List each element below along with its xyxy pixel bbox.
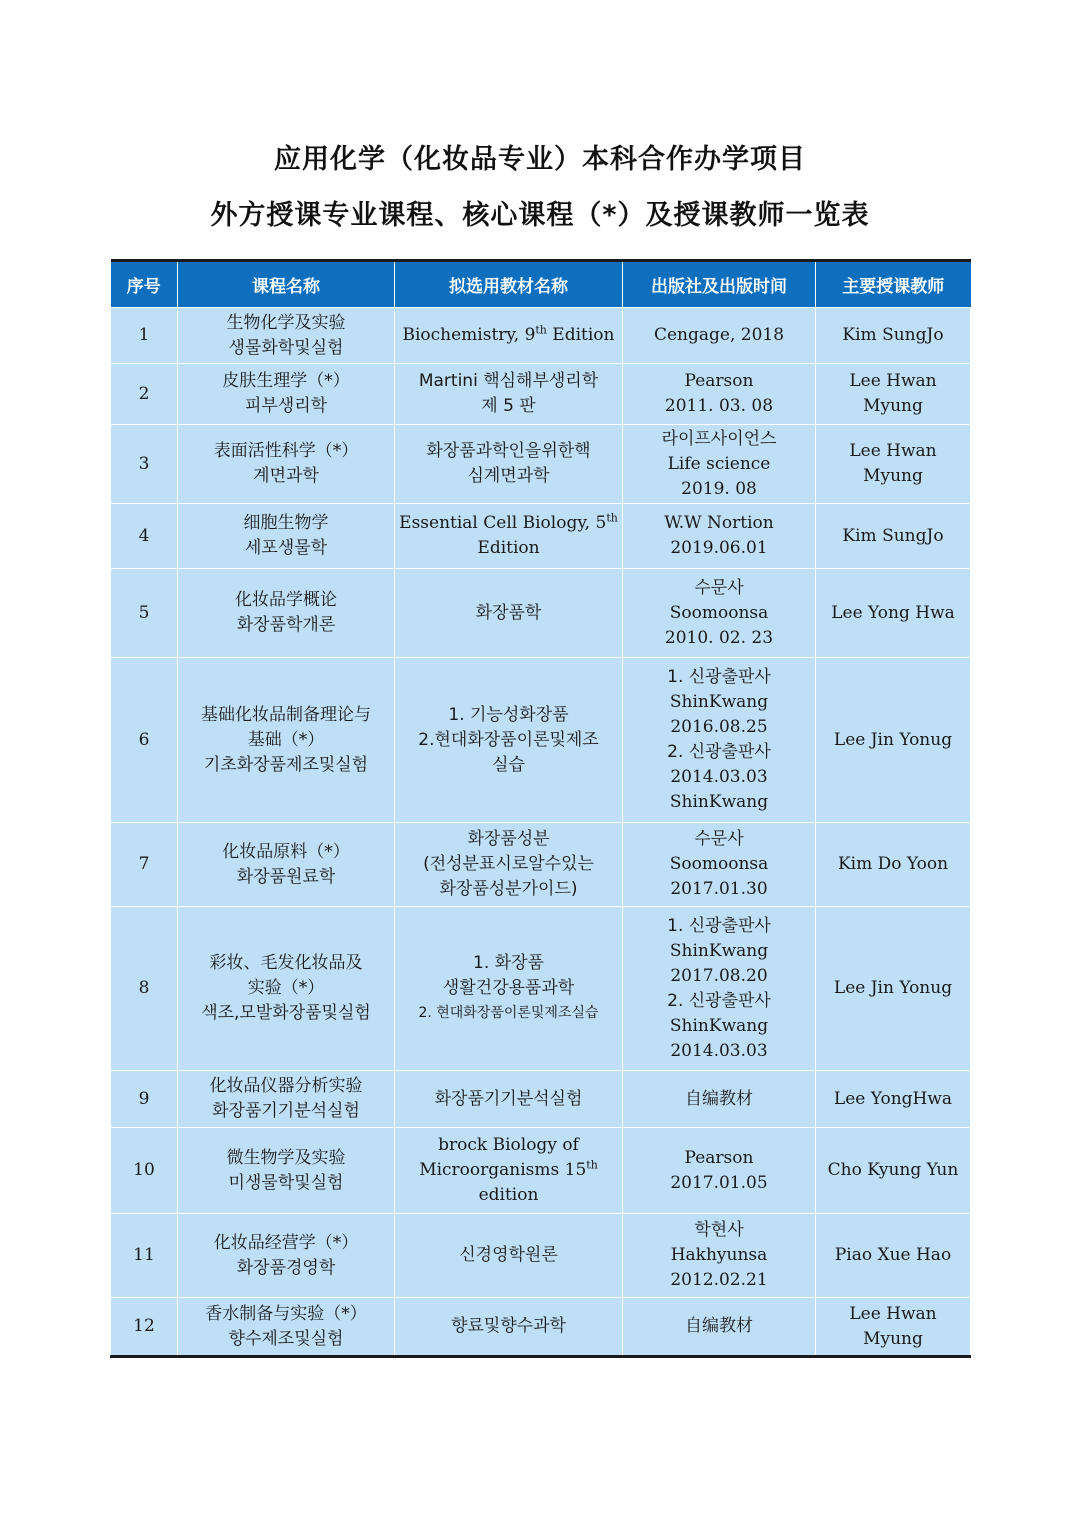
teacher-cell bbox=[816, 425, 971, 504]
course-cell bbox=[178, 364, 395, 425]
publisher-cell bbox=[623, 1071, 816, 1128]
course-name-ko: 화장품학개론 bbox=[236, 615, 336, 635]
row-number: 2 bbox=[111, 364, 178, 425]
row-number: 11 bbox=[111, 1214, 178, 1298]
course-name-ko: 기초화장품제조및실험 bbox=[203, 754, 369, 775]
teacher-cell bbox=[816, 569, 971, 658]
row-number: 9 bbox=[111, 1071, 178, 1128]
course-cell bbox=[178, 1214, 395, 1298]
teacher-cell bbox=[816, 1128, 971, 1214]
publisher-cell bbox=[623, 1298, 816, 1357]
course-name-cn: 生物化学及实验 bbox=[226, 312, 346, 333]
textbook-cell bbox=[395, 1071, 623, 1128]
header-no: 序号 bbox=[111, 261, 178, 308]
publisher-line: 1. 신광출판사 bbox=[667, 667, 771, 687]
textbook-line: Microorganisms 15 bbox=[419, 1160, 587, 1180]
table-header-row bbox=[111, 261, 971, 308]
page-subtitle: 外方授课专业课程、核心课程（*）及授课教师一览表 bbox=[210, 200, 870, 231]
teacher-cell bbox=[816, 504, 971, 569]
table-row bbox=[111, 425, 971, 504]
textbook-line: brock Biology of bbox=[438, 1135, 579, 1155]
table-row bbox=[111, 658, 971, 823]
publisher-line: 1. 신광출판사 bbox=[667, 915, 771, 936]
publisher-cell bbox=[623, 823, 816, 907]
course-name-ko: 화장품기기분석실험 bbox=[212, 1101, 360, 1121]
textbook-line: 제 5 판 bbox=[481, 396, 536, 416]
publisher-line: 2019. 08 bbox=[681, 478, 757, 499]
publisher-cell bbox=[623, 364, 816, 425]
publisher-line: ShinKwang bbox=[669, 692, 769, 712]
publisher-line: Hakhyunsa bbox=[670, 1245, 768, 1265]
publisher-line: ShinKwang bbox=[669, 792, 769, 812]
teacher-cell bbox=[816, 1214, 971, 1298]
textbook-cell bbox=[395, 1298, 623, 1357]
publisher-line: W.W Nortion bbox=[664, 513, 774, 533]
publisher-line: 학현사 bbox=[694, 1220, 744, 1240]
publisher-line: 2019.06.01 bbox=[670, 538, 768, 558]
teacher-line: Kim SungJo bbox=[842, 525, 944, 546]
textbook-line: 화장품성분가이드) bbox=[439, 879, 578, 899]
publisher-line: 2017.08.20 bbox=[670, 965, 768, 986]
table-row bbox=[111, 308, 971, 364]
page-title: 应用化学（化妆品专业）本科合作办学项目 bbox=[274, 144, 806, 175]
publisher-line: ShinKwang bbox=[669, 1015, 769, 1036]
publisher-line: Cengage, 2018 bbox=[653, 325, 785, 345]
table-row bbox=[111, 907, 971, 1071]
course-cell bbox=[178, 308, 395, 364]
textbook-line: Martini 핵심해부생리학 bbox=[418, 371, 599, 391]
teacher-line: Lee Hwan bbox=[849, 441, 937, 461]
course-name-ko: 색조,모발화장품및실험 bbox=[201, 1003, 371, 1023]
publisher-cell bbox=[623, 907, 816, 1071]
course-name-cn: 化妆品仪器分析实验 bbox=[209, 1076, 363, 1096]
textbook-cell bbox=[395, 569, 623, 658]
course-cell bbox=[178, 658, 395, 823]
course-name-cn: 基础化妆品制备理论与 bbox=[201, 704, 371, 725]
textbook-line: 화장품기기분석실험 bbox=[434, 1088, 583, 1109]
textbook-line: (전성분표시로알수있는 bbox=[423, 854, 594, 874]
textbook-line: 2. 현대화장품이론및제조실습 bbox=[418, 1005, 599, 1021]
publisher-line: 2. 신광출판사 bbox=[667, 742, 771, 762]
textbook-line: Essential Cell Biology, 5 bbox=[399, 513, 607, 533]
teacher-cell bbox=[816, 364, 971, 425]
table-row bbox=[111, 1071, 971, 1128]
row-number: 5 bbox=[111, 569, 178, 658]
teacher-cell bbox=[816, 1298, 971, 1357]
textbook-cell bbox=[395, 907, 623, 1071]
textbook-cell bbox=[395, 823, 623, 907]
publisher-line: Pearson bbox=[684, 1147, 754, 1168]
textbook-line: edition bbox=[478, 1185, 539, 1205]
publisher-line: Life science bbox=[667, 453, 771, 474]
row-number: 12 bbox=[111, 1298, 178, 1357]
course-name-cn: 实验（*） bbox=[247, 978, 325, 998]
course-name-cn: 细胞生物学 bbox=[243, 513, 329, 533]
course-name-ko: 화장품경영학 bbox=[236, 1257, 336, 1278]
publisher-cell bbox=[623, 1128, 816, 1214]
textbook-line: 생활건강용품과학 bbox=[442, 978, 575, 998]
teacher-cell bbox=[816, 823, 971, 907]
publisher-line: 2017.01.05 bbox=[670, 1172, 768, 1193]
publisher-line: 2014.03.03 bbox=[670, 767, 768, 787]
table-row bbox=[111, 1298, 971, 1357]
course-name-cn: 化妆品经营学（*） bbox=[213, 1232, 359, 1253]
textbook-line: 향료및향수과학 bbox=[451, 1316, 566, 1336]
teacher-cell bbox=[816, 1071, 971, 1128]
course-cell bbox=[178, 425, 395, 504]
course-name-cn: 微生物学及实验 bbox=[226, 1147, 346, 1168]
publisher-line: 2010. 02. 23 bbox=[664, 627, 774, 648]
table-row bbox=[111, 504, 971, 569]
textbook-line: Biochemistry, 9 bbox=[402, 325, 536, 345]
row-number: 6 bbox=[111, 658, 178, 823]
course-name-cn: 表面活性科学（*） bbox=[213, 441, 359, 461]
publisher-line: ShinKwang bbox=[669, 940, 769, 961]
textbook-line: 신경영학원론 bbox=[459, 1245, 558, 1265]
teacher-line: Lee Jin Yonug bbox=[833, 978, 953, 998]
teacher-line: Piao Xue Hao bbox=[834, 1245, 952, 1265]
course-cell bbox=[178, 569, 395, 658]
row-number: 10 bbox=[111, 1128, 178, 1214]
course-name-ko: 생물화학및실험 bbox=[228, 337, 344, 358]
publisher-line: 수문사 bbox=[694, 829, 744, 849]
textbook-cell bbox=[395, 1128, 623, 1214]
publisher-cell bbox=[623, 658, 816, 823]
textbook-cell bbox=[395, 425, 623, 504]
teacher-line: Myung bbox=[863, 466, 923, 486]
publisher-line: 2011. 03. 08 bbox=[664, 396, 774, 416]
course-name-cn: 化妆品学概论 bbox=[235, 590, 337, 610]
publisher-line: 自编教材 bbox=[685, 1316, 753, 1336]
course-cell bbox=[178, 504, 395, 569]
row-number: 8 bbox=[111, 907, 178, 1071]
course-cell bbox=[178, 1298, 395, 1357]
course-table bbox=[110, 259, 971, 1358]
course-name-cn: 彩妆、毛发化妆品及 bbox=[209, 953, 363, 973]
table-row bbox=[111, 1214, 971, 1298]
textbook-sup: th bbox=[606, 511, 618, 525]
header-textbook: 拟选用教材名称 bbox=[395, 261, 623, 308]
header-course: 课程名称 bbox=[178, 261, 395, 308]
publisher-line: Pearson bbox=[684, 371, 754, 391]
course-name-ko: 향수제조및실험 bbox=[228, 1328, 344, 1349]
textbook-line: 심계면과학 bbox=[467, 466, 550, 486]
course-cell bbox=[178, 1071, 395, 1128]
course-name-ko: 화장품원료학 bbox=[236, 866, 336, 887]
publisher-line: 2017.01.30 bbox=[670, 879, 768, 899]
table-row bbox=[111, 569, 971, 658]
textbook-cell bbox=[395, 658, 623, 823]
publisher-line: 수문사 bbox=[694, 577, 744, 598]
textbook-line: 2.현대화장품이론및제조 bbox=[418, 729, 599, 750]
course-name-cn: 皮肤生理学（*） bbox=[222, 371, 350, 391]
publisher-line: 2016.08.25 bbox=[670, 717, 768, 737]
course-name-cn: 基础（*） bbox=[247, 729, 325, 750]
course-cell bbox=[178, 1128, 395, 1214]
course-name-cn: 香水制备与实验（*） bbox=[205, 1303, 367, 1324]
teacher-cell bbox=[816, 658, 971, 823]
teacher-cell bbox=[816, 907, 971, 1071]
header-teacher: 主要授课教师 bbox=[816, 261, 971, 308]
textbook-sup: th bbox=[535, 323, 547, 337]
course-cell bbox=[178, 907, 395, 1071]
textbook-line: 1. 화장품 bbox=[473, 953, 544, 973]
title-block bbox=[0, 132, 1080, 244]
teacher-line: Lee Yong Hwa bbox=[831, 602, 955, 623]
textbook-cell bbox=[395, 504, 623, 569]
publisher-line: 2. 신광출판사 bbox=[667, 990, 771, 1011]
textbook-line: 화장품학 bbox=[475, 602, 542, 623]
textbook-cell bbox=[395, 308, 623, 364]
row-number: 1 bbox=[111, 308, 178, 364]
teacher-line: Lee YongHwa bbox=[833, 1088, 953, 1109]
teacher-line: Lee Jin Yonug bbox=[833, 729, 953, 750]
textbook-sup: th bbox=[586, 1158, 598, 1172]
textbook-line: Edition bbox=[477, 538, 540, 558]
table-row bbox=[111, 1128, 971, 1214]
teacher-line: Kim Do Yoon bbox=[837, 854, 949, 874]
teacher-cell bbox=[816, 308, 971, 364]
textbook-cell bbox=[395, 1214, 623, 1298]
textbook-line: 화장품과학인을위한핵 bbox=[426, 441, 591, 461]
textbook-line: Edition bbox=[546, 325, 615, 345]
course-name-ko: 세포생물학 bbox=[244, 538, 328, 558]
teacher-line: Lee Hwan bbox=[849, 1303, 937, 1324]
teacher-line: Cho Kyung Yun bbox=[827, 1160, 959, 1180]
publisher-line: 2014.03.03 bbox=[670, 1040, 768, 1061]
publisher-line: 라이프사이언스 bbox=[661, 428, 777, 449]
row-number: 7 bbox=[111, 823, 178, 907]
textbook-line: 실습 bbox=[492, 754, 525, 775]
publisher-cell bbox=[623, 308, 816, 364]
course-name-ko: 미생물학및실험 bbox=[228, 1172, 344, 1193]
table-row bbox=[111, 823, 971, 907]
textbook-line: 1. 기능성화장품 bbox=[448, 704, 569, 725]
textbook-line: 화장품성분 bbox=[467, 829, 550, 849]
publisher-cell bbox=[623, 569, 816, 658]
teacher-line: Lee Hwan bbox=[849, 371, 937, 391]
header-publisher: 出版社及出版时间 bbox=[623, 261, 816, 308]
course-name-cn: 化妆品原料（*） bbox=[222, 841, 350, 862]
row-number: 4 bbox=[111, 504, 178, 569]
publisher-line: 2012.02.21 bbox=[670, 1270, 768, 1290]
course-name-ko: 계면과학 bbox=[253, 466, 319, 486]
row-number: 3 bbox=[111, 425, 178, 504]
course-name-ko: 피부생리학 bbox=[244, 396, 328, 416]
teacher-line: Kim SungJo bbox=[842, 325, 944, 345]
publisher-cell bbox=[623, 504, 816, 569]
publisher-cell bbox=[623, 425, 816, 504]
publisher-line: Soomoonsa bbox=[669, 854, 769, 874]
publisher-line: Soomoonsa bbox=[669, 602, 769, 623]
teacher-line: Myung bbox=[863, 396, 923, 416]
course-cell bbox=[178, 823, 395, 907]
publisher-line: 自编教材 bbox=[685, 1088, 753, 1109]
table-row bbox=[111, 364, 971, 425]
publisher-cell bbox=[623, 1214, 816, 1298]
textbook-cell bbox=[395, 364, 623, 425]
teacher-line: Myung bbox=[863, 1328, 923, 1349]
